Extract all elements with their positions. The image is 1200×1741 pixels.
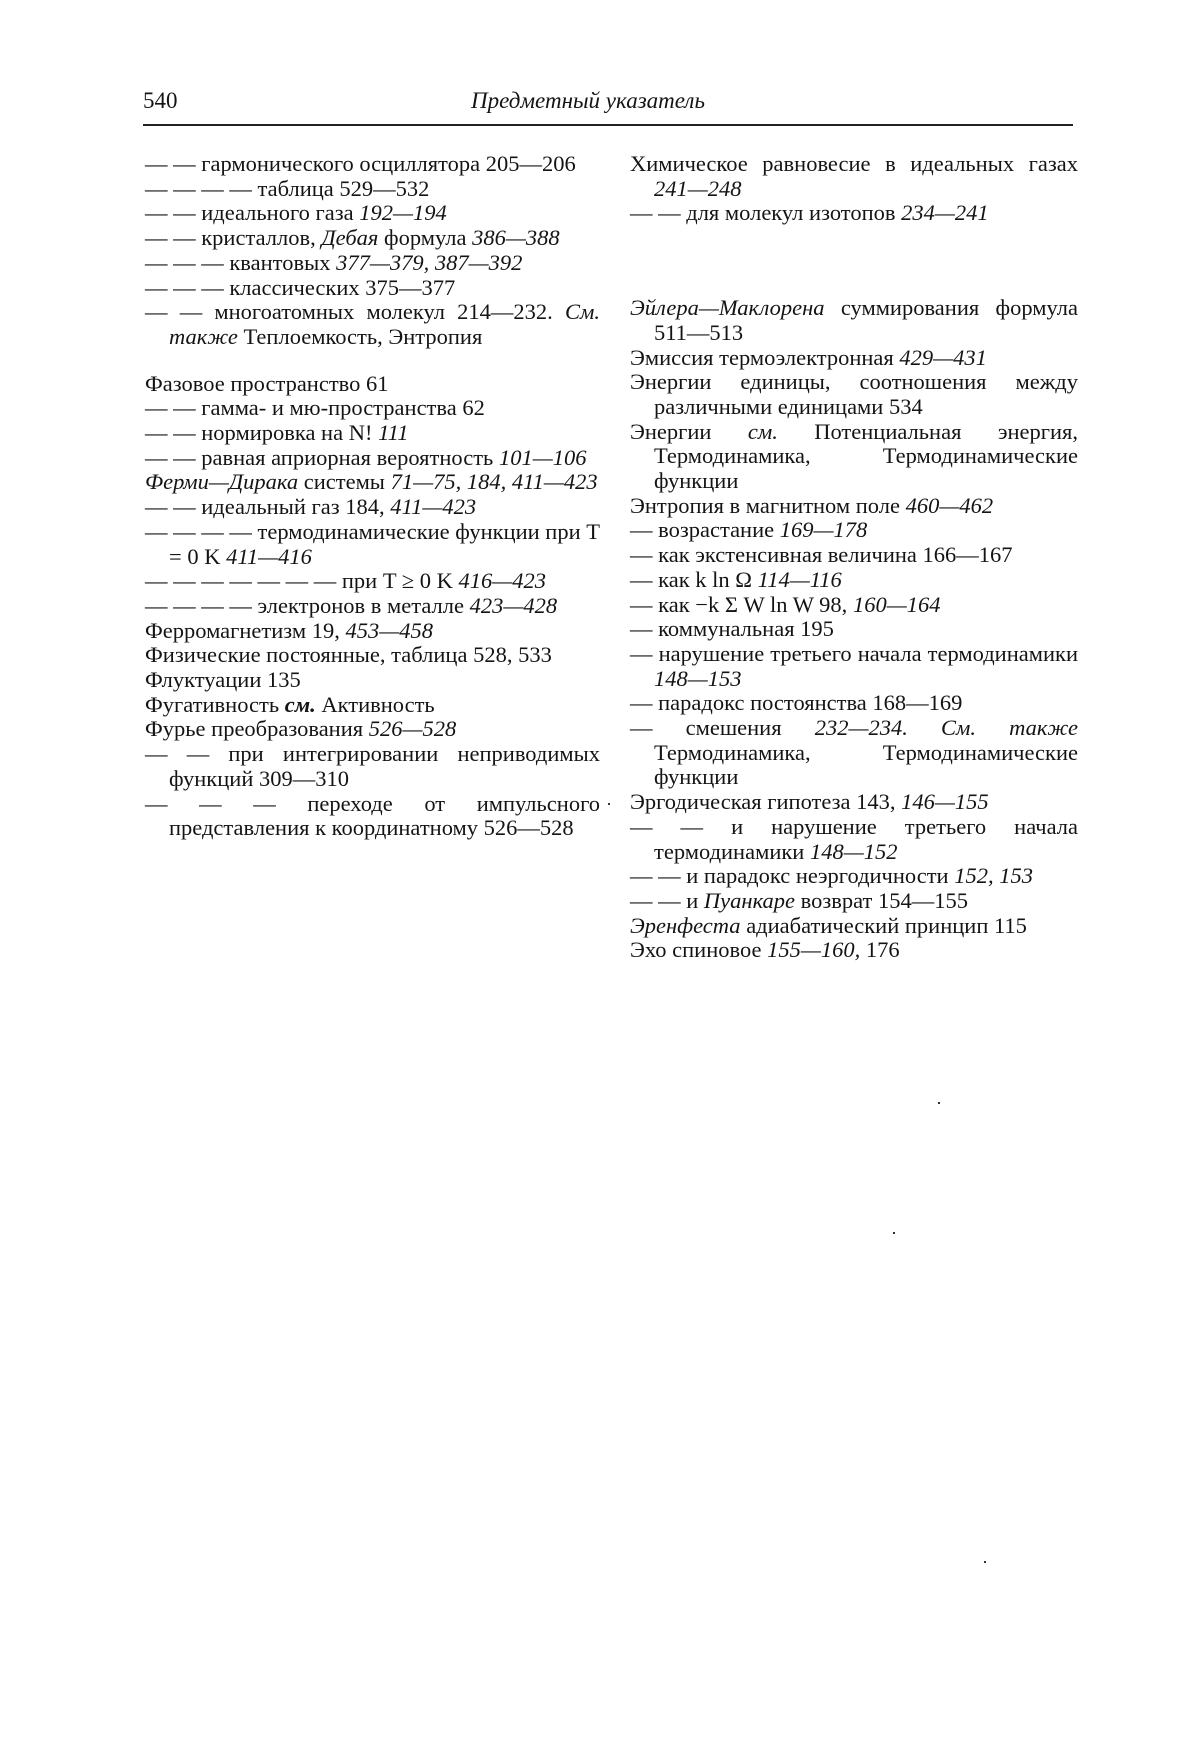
right-column <box>630 152 1078 963</box>
scan-speck <box>938 1102 940 1104</box>
page-header <box>143 88 1073 122</box>
index-entry: Эренфеста адиабатический принцип 115 <box>630 912 1027 938</box>
page-range: 146—155 <box>901 789 989 815</box>
index-entry: — — нормировка на N! 111 <box>145 420 409 446</box>
index-entry: — как −k Σ W ln W 98, 160—164 <box>630 591 941 617</box>
index-entry: Фурье преобразования 526—528 <box>145 716 457 742</box>
spacer <box>145 350 600 372</box>
person-name: Пуанкаре <box>703 887 796 913</box>
see-also: См. также <box>907 715 1078 741</box>
index-entry: Эмиссия термоэлектронная 429—431 <box>630 344 987 370</box>
index-entry: Эхо спиновое 155—160, 176 <box>630 937 900 963</box>
index-entry: — коммунальная 195 <box>630 616 834 642</box>
index-entry: Ферромагнетизм 19, 453—458 <box>145 617 433 643</box>
index-entry: — — идеальный газ 184, 411—423 <box>145 494 477 520</box>
header-rule <box>143 124 1073 126</box>
person-name: Дебая <box>321 225 379 251</box>
index-entry: — — — переходе от импульсного представления к координатному 526—528 <box>145 790 600 841</box>
page-range: 411—423 <box>390 494 477 520</box>
see-ref: см. <box>747 418 778 444</box>
page-range: 241—248 <box>654 175 742 201</box>
index-entry: Физические постоянные, таблица 528, 533 <box>145 642 552 668</box>
page-range: 411—416 <box>226 543 312 569</box>
page-range: 526—528 <box>368 716 457 742</box>
page-range: 377—379, 387—392 <box>336 249 523 275</box>
spacer <box>630 226 1078 296</box>
index-entry: — — при интегрировании неприводимых функций 309—310 <box>145 741 600 791</box>
page-range: 152, 153 <box>954 863 1033 889</box>
index-entry: Эргодическая гипотеза 143, 146—155 <box>630 789 989 815</box>
page-range: 192—194 <box>359 200 447 226</box>
index-entry: — — кристаллов, Дебая формула 386—388 <box>145 225 560 251</box>
index-entry: — — идеального газа 192—194 <box>145 200 447 226</box>
index-entry: — — и Пуанкаре возврат 154—155 <box>630 887 968 913</box>
page-range: 155—160, <box>767 937 861 963</box>
index-entry: Эйлера—Маклорена суммирования формула 511—513 <box>630 295 1078 345</box>
index-entry: — — — — электронов в металле 423—428 <box>145 592 558 618</box>
index-entry: — — — — таблица 529—532 <box>145 175 430 201</box>
page-range: 453—458 <box>345 617 433 643</box>
index-entry: Фугативность см. Активность <box>145 691 435 717</box>
index-entry: — — — — термодинамические функции при T = 0 K 411—416 <box>145 518 600 569</box>
page-range: 460—462 <box>905 492 994 518</box>
index-entry: — как k ln Ω 114—116 <box>630 566 842 592</box>
index-entry: — — равная априорная вероятность 101—106 <box>145 444 587 470</box>
page-range: 114—116 <box>757 566 842 592</box>
index-entry: — — — квантовых 377—379, 387—392 <box>145 249 523 275</box>
index-entry: — — многоатомных молекул 214—232. См. также Теплоемкость, Энтропия <box>145 299 600 349</box>
page-range: 148—153 <box>654 665 742 691</box>
see-also: См. также <box>169 299 600 349</box>
scan-speck <box>893 1232 895 1234</box>
page-number: 540 <box>143 88 178 113</box>
left-column <box>145 152 600 841</box>
index-entry: Химическое равновесие в идеальных газах 241—248 <box>630 151 1078 201</box>
index-entry: Энергии см. Потенциальная энергия, Термодинамика, Термодинамические функции <box>630 418 1078 494</box>
index-entry: — парадокс постоянства 168—169 <box>630 690 963 716</box>
index-entry: — смешения 232—234. См. также Термодинамика, Термодинамические функции <box>630 715 1078 790</box>
index-entry: Флуктуации 135 <box>145 667 301 693</box>
page-range: 423—428 <box>469 592 558 618</box>
index-entry: — возрастание 169—178 <box>630 517 868 543</box>
page-range: 416—423 <box>458 568 547 594</box>
person-name: Эренфеста <box>630 912 741 938</box>
scan-speck <box>984 1561 986 1563</box>
index-entry: — — и нарушение третьего начала термодинамики 148—152 <box>630 813 1078 864</box>
running-title: Предметный указатель <box>471 88 705 113</box>
page-range: 160—164 <box>852 591 941 617</box>
page-range: 111 <box>378 420 409 446</box>
index-entry: Энергии единицы, соотношения между различными единицами 534 <box>630 369 1078 419</box>
index-entry: — — — классических 375—377 <box>145 274 456 300</box>
index-entry: — — гармонического осциллятора 205—206 <box>145 151 576 176</box>
index-entry: — нарушение третьего начала термодинамики 148—153 <box>630 640 1078 691</box>
person-name: Ферми—Дирака <box>145 469 299 495</box>
index-entry: — — и парадокс неэргодичности 152, 153 <box>630 863 1033 889</box>
page-range: 148—152 <box>809 838 898 864</box>
index-entry: — — гамма- и мю-пространства 62 <box>145 395 485 421</box>
person-name: Эйлера—Маклорена <box>630 295 825 321</box>
page-range: 101—106 <box>498 444 587 470</box>
index-entry: Энтропия в магнитном поле 460—462 <box>630 492 994 518</box>
index-entry: Фазовое пространство 61 <box>145 370 389 396</box>
page-range: 234—241 <box>901 200 989 226</box>
page-range: 71—75, 184, 411—423 <box>390 469 598 495</box>
index-entry: — — для молекул изотопов 234—241 <box>630 200 989 226</box>
page-range: 169—178 <box>779 517 868 543</box>
index-entry: — — — — — — — при T ≥ 0 K 416—423 <box>145 568 547 594</box>
scan-speck <box>608 803 610 805</box>
page-range: 429—431 <box>899 344 987 370</box>
page-range: 386—388 <box>472 225 560 251</box>
index-entry: Ферми—Дирака системы 71—75, 184, 411—423 <box>145 469 598 495</box>
index-entry: — как экстенсивная величина 166—167 <box>630 542 1013 568</box>
page-range: 232—234. <box>814 715 908 741</box>
see-ref: см. <box>284 691 316 717</box>
